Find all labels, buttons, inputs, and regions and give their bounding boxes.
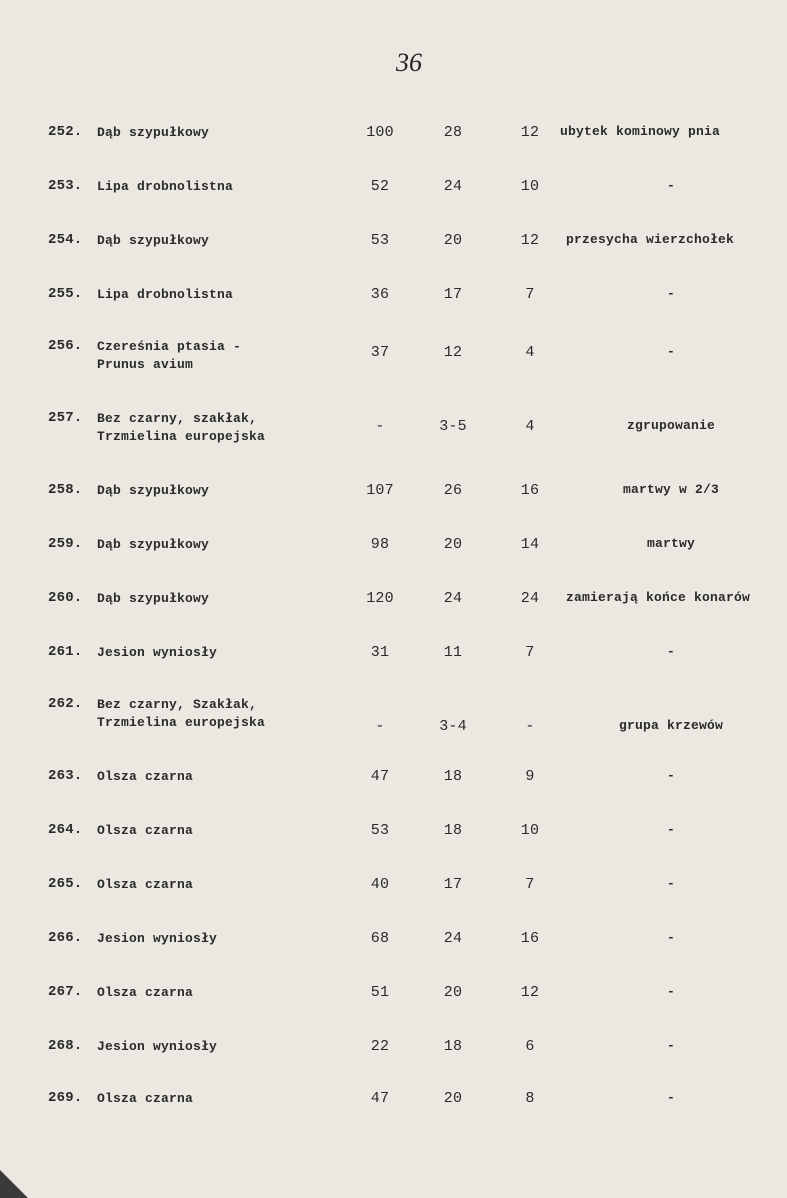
value-column-1: 98 [370,536,390,553]
value-column-1: 47 [370,1090,390,1107]
species-name-line: Dąb szypułkowy [97,537,210,552]
species-name [97,286,233,304]
value-column-2: 24 [443,178,463,195]
value-column-1: 52 [370,178,390,195]
species-name [97,1090,193,1108]
species-name-line: Lipa drobnolistna [97,179,234,194]
scan-corner-shadow [0,1170,28,1198]
entry-number: 260. [48,590,83,606]
value-column-1: 47 [370,768,390,785]
value-column-3: 16 [520,482,540,499]
condition-note: - [666,644,675,659]
value-column-3: 6 [525,1038,535,1055]
species-name [97,482,209,500]
value-column-2: 20 [443,536,463,553]
value-column-2: 17 [443,286,463,303]
value-column-2: 28 [443,124,463,141]
value-column-1: 51 [370,984,390,1001]
condition-note: przesycha wierzchołek [566,232,735,247]
species-name-line: Jesion wyniosły [97,931,218,946]
value-column-2: 26 [443,482,463,499]
species-name-line: Olsza czarna [97,823,194,838]
entry-number: 262. [48,696,83,712]
value-column-3: 12 [520,232,540,249]
species-name-line: Dąb szypułkowy [97,233,210,248]
species-name-line: Bez czarny, Szakłak, [97,697,258,712]
value-column-3: 14 [520,536,540,553]
condition-note: martwy [646,536,695,551]
condition-note: ubytek kominowy pnia [560,124,721,139]
entry-number: 267. [48,984,83,1000]
condition-note: - [666,984,675,999]
condition-note: - [666,876,675,891]
species-name [97,644,217,662]
species-name-line: Olsza czarna [97,769,194,784]
condition-note: - [666,768,675,783]
species-name-line: Olsza czarna [97,985,194,1000]
species-name-line: Dąb szypułkowy [97,591,210,606]
value-column-2: 24 [443,590,463,607]
species-name [97,822,193,840]
species-name [97,124,209,142]
value-column-3: 8 [525,1090,535,1107]
species-name-line: Olsza czarna [97,877,194,892]
value-column-2: 17 [443,876,463,893]
value-column-3: 4 [525,418,535,435]
entry-number: 254. [48,232,83,248]
species-name [97,178,233,196]
entry-number: 263. [48,768,83,784]
species-name-line: Jesion wyniosły [97,645,218,660]
value-column-3: 24 [520,590,540,607]
entry-number: 266. [48,930,83,946]
value-column-2: 3-5 [439,418,467,435]
condition-note: - [666,286,675,301]
value-column-1: - [375,718,385,735]
value-column-3: 10 [520,178,540,195]
value-column-2: 20 [443,1090,463,1107]
value-column-1: 37 [370,344,390,361]
condition-note: martwy w 2/3 [622,482,719,497]
species-name [97,536,209,554]
entry-number: 264. [48,822,83,838]
species-name-line: Bez czarny, szakłak, [97,411,258,426]
value-column-3: 9 [525,768,535,785]
entry-number: 258. [48,482,83,498]
species-name-line: Trzmielina europejska [97,715,266,730]
value-column-3: - [525,718,535,735]
species-name-line: Dąb szypułkowy [97,483,210,498]
entry-number: 253. [48,178,83,194]
value-column-1: 100 [366,124,394,141]
value-column-3: 7 [525,644,535,661]
value-column-1: - [375,418,385,435]
condition-note: - [666,1090,675,1105]
species-name-line: Czereśnia ptasia - [97,339,242,354]
value-column-1: 53 [370,822,390,839]
value-column-1: 40 [370,876,390,893]
entry-number: 261. [48,644,83,660]
page-number: 36 [396,48,422,77]
condition-note: grupa krzewów [618,718,724,733]
condition-note: - [666,178,675,193]
species-name [97,232,209,250]
value-column-1: 120 [366,590,394,607]
value-column-1: 31 [370,644,390,661]
value-column-2: 20 [443,984,463,1001]
species-name [97,338,241,374]
value-column-2: 18 [443,1038,463,1055]
species-name [97,876,193,894]
condition-note: - [666,344,675,359]
species-name-line: Prunus avium [97,357,194,372]
entry-number: 257. [48,410,83,426]
entry-number: 252. [48,124,83,140]
value-column-2: 18 [443,768,463,785]
value-column-2: 11 [443,644,463,661]
species-name [97,1038,217,1056]
condition-note: zgrupowanie [626,418,715,433]
species-name [97,768,193,786]
condition-note: - [666,1038,675,1053]
value-column-3: 7 [525,876,535,893]
value-column-3: 7 [525,286,535,303]
species-name [97,984,193,1002]
value-column-3: 12 [520,984,540,1001]
value-column-2: 3-4 [439,718,467,735]
value-column-3: 4 [525,344,535,361]
species-name-line: Lipa drobnolistna [97,287,234,302]
species-name [97,590,209,608]
species-name-line: Jesion wyniosły [97,1039,218,1054]
condition-note: zamierają końce konarów [566,590,751,605]
value-column-1: 36 [370,286,390,303]
species-name [97,410,265,446]
value-column-2: 12 [443,344,463,361]
species-name-line: Trzmielina europejska [97,429,266,444]
species-name-line: Dąb szypułkowy [97,125,210,140]
value-column-3: 16 [520,930,540,947]
value-column-1: 22 [370,1038,390,1055]
value-column-1: 68 [370,930,390,947]
value-column-1: 107 [366,482,394,499]
value-column-2: 20 [443,232,463,249]
entry-number: 259. [48,536,83,552]
value-column-2: 18 [443,822,463,839]
species-name [97,930,217,948]
value-column-1: 53 [370,232,390,249]
species-name-line: Olsza czarna [97,1091,194,1106]
entry-number: 268. [48,1038,83,1054]
entry-number: 265. [48,876,83,892]
entry-number: 269. [48,1090,83,1106]
species-name [97,696,265,732]
condition-note: - [666,822,675,837]
value-column-3: 10 [520,822,540,839]
entry-number: 255. [48,286,83,302]
entry-number: 256. [48,338,83,354]
value-column-3: 12 [520,124,540,141]
value-column-2: 24 [443,930,463,947]
condition-note: - [666,930,675,945]
